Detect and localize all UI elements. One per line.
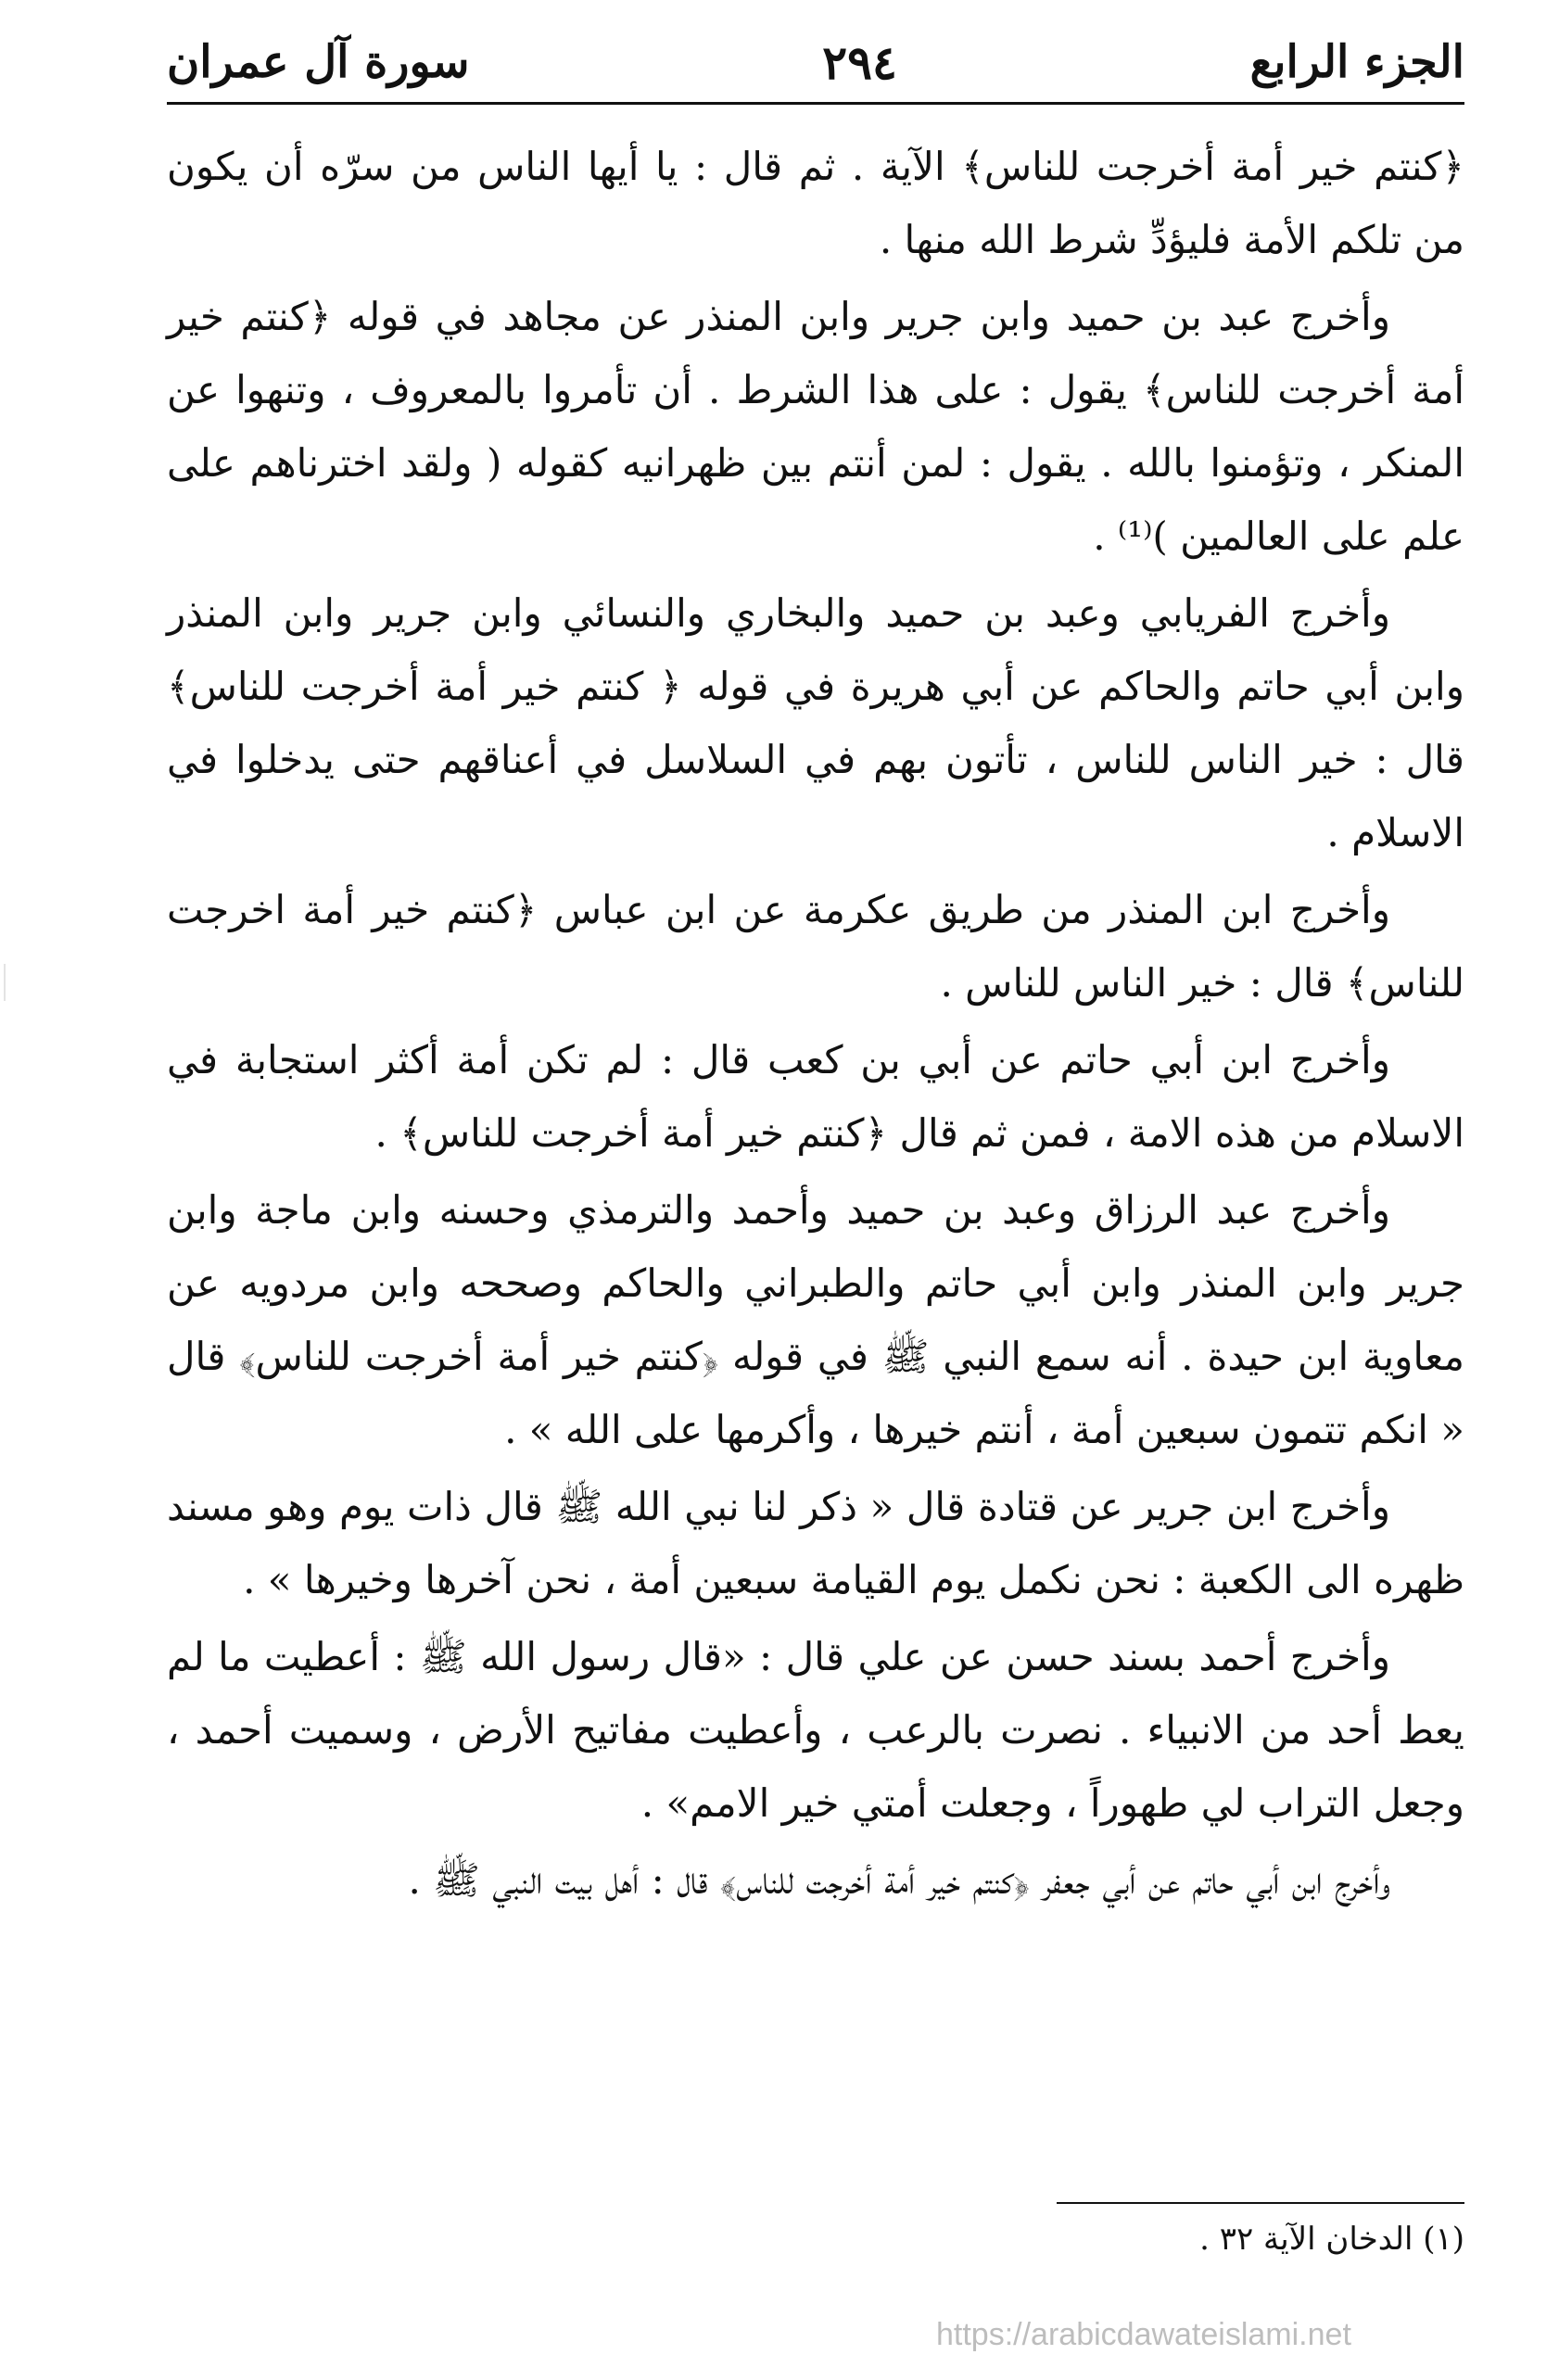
page-body — [167, 130, 1464, 1920]
paragraph-7: وأخرج ابن جرير عن قتادة قال « ذكر لنا نبي الله ﷺ قال ذات يوم وهو مسند ظهره الى الكعبة : نحن نكمل يوم القيامة سبعين أمة ، نحن آخرها وخيرها » . — [167, 1484, 1464, 1602]
paragraph-3: وأخرج الفريابي وعبد بن حميد والبخاري والنسائي وابن جرير وابن المنذر وابن أبي حاتم والحاكم عن أبي هريرة في قوله ﴿ كنتم خير أمة أخرجت للناس﴾ قال : خير الناس للناس ، تأتون بهم في السلاسل في أعناقهم حتى يدخلوا في الاسلام . — [167, 590, 1464, 855]
paragraph-5: وأخرج ابن أبي حاتم عن أبي بن كعب قال : لم تكن أمة أكثر استجابة في الاسلام من هذه الامة ، فمن ثم قال ﴿كنتم خير أمة أخرجت للناس﴾ . — [167, 1037, 1464, 1156]
part-title: الجزء الرابع — [1249, 36, 1464, 88]
paragraph-4: وأخرج ابن المنذر من طريق عكرمة عن ابن عباس ﴿كنتم خير أمة اخرجت للناس﴾ قال : خير الناس للناس . — [167, 887, 1464, 1006]
footnote-rule — [1057, 2202, 1464, 2204]
surah-title: سورة آل عمران — [167, 36, 470, 88]
scan-margin-mark — [4, 964, 15, 1001]
header-rule — [167, 102, 1464, 105]
watermark-url: https://arabicdawateislami.net — [936, 2317, 1351, 2352]
page-header — [167, 26, 1464, 98]
paragraph-1: ﴿كنتم خير أمة أخرجت للناس﴾ الآية . ثم قال : يا أيها الناس من سرّه أن يكون من تلكم الأمة فليؤدِّ شرط الله منها . — [167, 144, 1464, 262]
paragraph-6: وأخرج عبد الرزاق وعبد بن حميد وأحمد والترمذي وحسنه وابن ماجة وابن جرير وابن المنذر وابن أبي حاتم والطبراني والحاكم وصححه وابن مردويه عن معاوية ابن حيدة . أنه سمع النبي ﷺ في قوله ﴿كنتم خير أمة أخرجت للناس﴾ قال « انكم تتمون سبعين أمة ، أنتم خيرها ، وأكرمها على الله » . — [167, 1187, 1464, 1452]
page-number: ٢٩٤ — [822, 34, 897, 90]
footnote: (١) الدخان الآية ٣٢ . — [1199, 2221, 1464, 2258]
paragraph-9: وأخرج ابن أبي حاتم عن أبي جعفر ﴿كنتم خير أمة أخرجت للناس﴾ قال : أهل بيت النبي ﷺ . — [408, 1857, 1390, 1903]
paragraph-8: وأخرج أحمد بسند حسن عن علي قال : «قال رسول الله ﷺ : أعطيت ما لم يعط أحد من الانبياء . نصرت بالرعب ، وأعطيت مفاتيح الأرض ، وسميت أحمد ، وجعل التراب لي طهوراً ، وجعلت أمتي خير الامم» . — [167, 1634, 1464, 1826]
paragraph-2: وأخرج عبد بن حميد وابن جرير وابن المنذر عن مجاهد في قوله ﴿كنتم خير أمة أخرجت للناس﴾ يقول : على هذا الشرط . أن تأمروا بالمعروف ، وتنهوا عن المنكر ، وتؤمنوا بالله . يقول : لمن أنتم بين ظهرانيه كقوله ( ولقد اخترناهم على علم على العالمين )⁽¹⁾ . — [167, 294, 1464, 559]
